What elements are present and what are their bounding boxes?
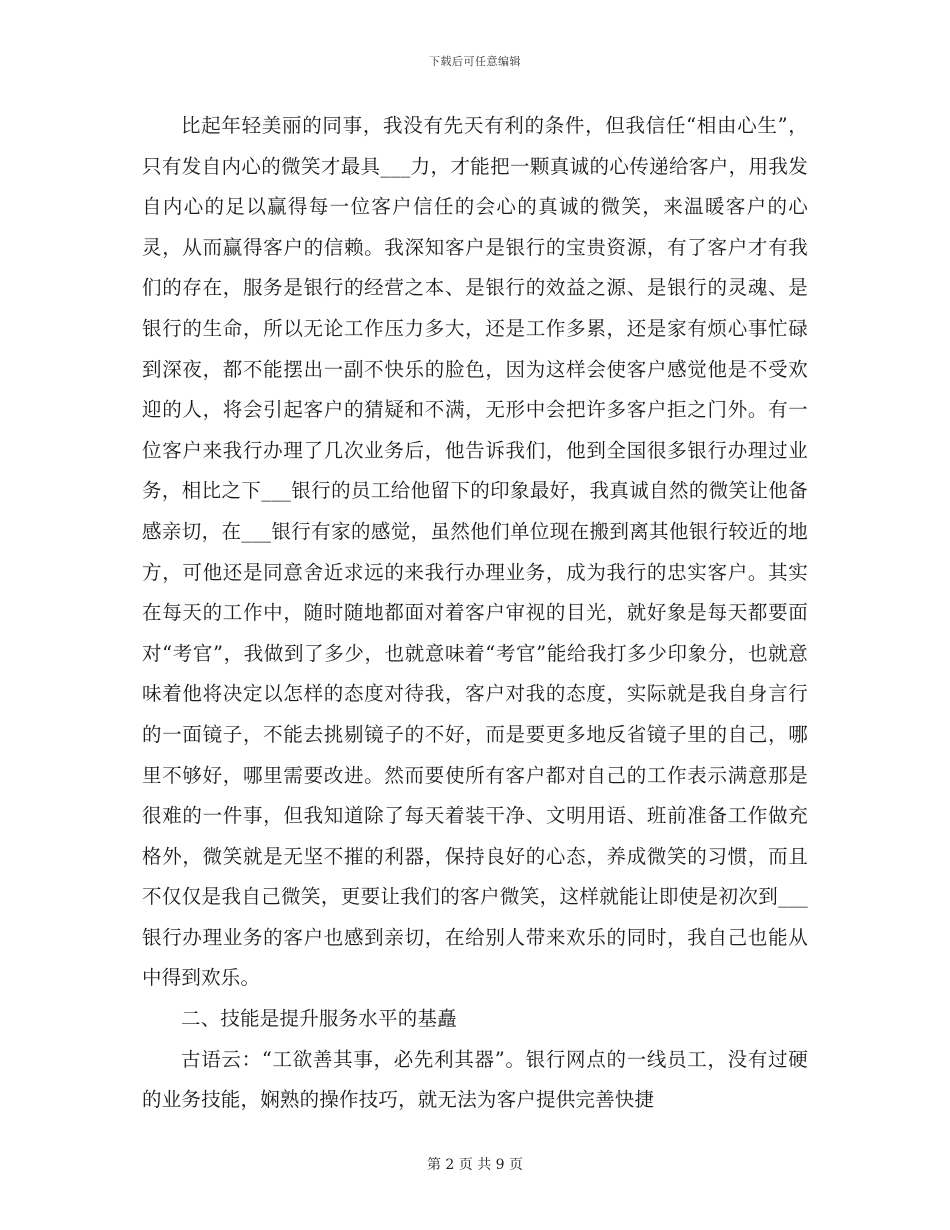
paragraph-skills-intro: 古语云：“工欲善其事，必先利其器”。银行网点的一线员工，没有过硬的业务技能，娴熟的操作技巧，就无法为客户提供完善快捷: [142, 1047, 808, 1112]
section-heading-skills: 二、技能是提升服务水平的基矗: [181, 1007, 457, 1031]
page-number-footer: 第 2 页 共 9 页: [426, 1157, 524, 1173]
document-body: [142, 106, 808, 1121]
paragraph-smile-service: 比起年轻美丽的同事，我没有先天有利的条件，但我信任“相由心生”，只有发自内心的微笑才最具___力，才能把一颗真诚的心传递给客户，用我发自内心的足以赢得每一位客户信任的会心的真诚的微笑，来温暖客户的心灵，从而赢得客户的信赖。我深知客户是银行的宝贵资源，有了客户才有我们的存在，服务是银行的经营之本、是银行的效益之源、是银行的灵魂、是银行的生命，所以无论工作压力多大，还是工作多累，还是家有烦心事忙碌到深夜，都不能摆出一副不快乐的脸色，因为这样会使客户感觉他是不受欢迎的人，将会引起客户的猜疑和不满，无形中会把许多客户拒之门外。有一位客户来我行办理了几次业务后，他告诉我们，他到全国很多银行办理过业务，相比之下___银行的员工给他留下的印象最好，我真诚自然的微笑让他备感亲切，在___银行有家的感觉，虽然他们单位现在搬到离其他银行较近的地方，可他还是同意舍近求远的来我行办理业务，成为我行的忠实客户。其实在每天的工作中，随时随地都面对着客户审视的目光，就好象是每天都要面对“考官”，我做到了多少，也就意味着“考官”能给我打多少印象分，也就意味着他将决定以怎样的态度对待我，客户对我的态度，实际就是我自身言行的一面镜子，不能去挑剔镜子的不好，而是要更多地反省镜子里的自己，哪里不够好，哪里需要改进。然而要使所有客户都对自己的工作表示满意那是很难的一件事，但我知道除了每天着装干净、文明用语、班前准备工作做充格外，微笑就是无坚不摧的利器，保持良好的心态，养成微笑的习惯，而且不仅仅是我自己微笑，更要让我们的客户微笑，这样就能让即使是初次到___银行办理业务的客户也感到亲切，在给别人带来欢乐的同时，我自己也能从中得到欢乐。: [142, 114, 808, 990]
page-header-note: 下载后可任意编辑: [429, 55, 521, 68]
